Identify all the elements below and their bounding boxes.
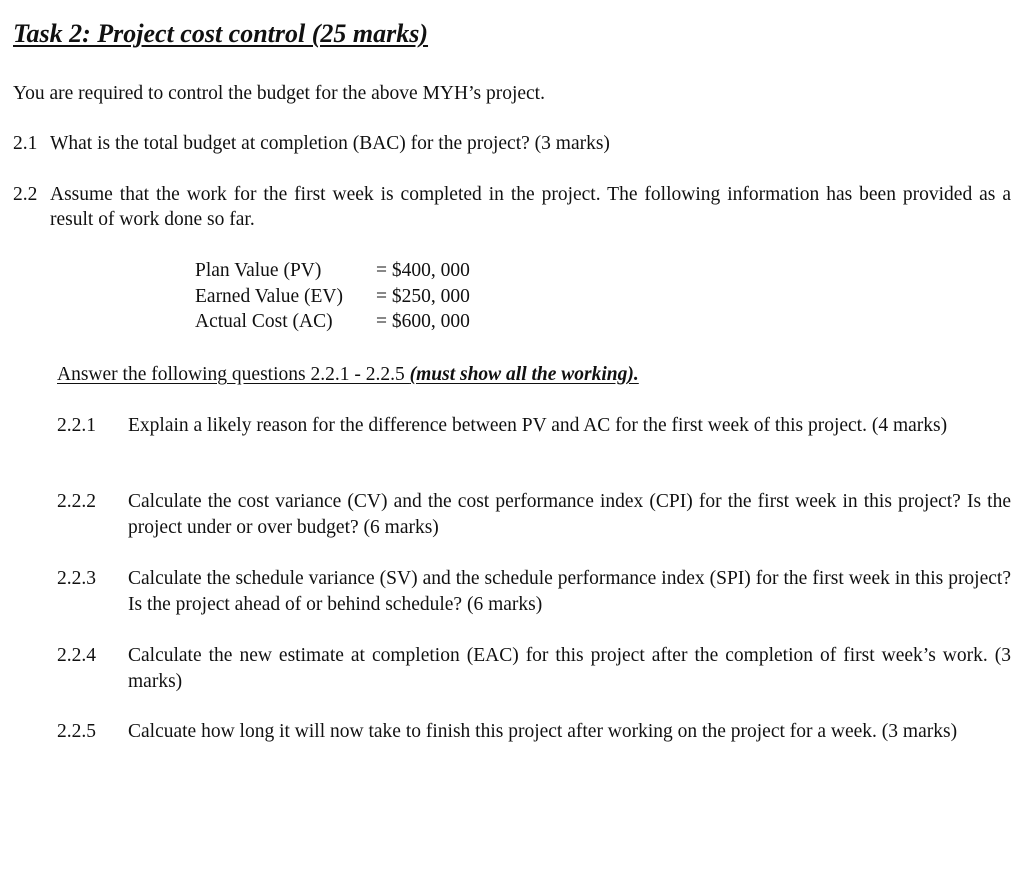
subquestion-number: 2.2.4 xyxy=(57,645,96,666)
answer-instruction xyxy=(57,362,639,387)
question-number: 2.2 xyxy=(13,184,38,205)
question-text: What is the total budget at completion (BAC) for the project? (3 marks) xyxy=(50,133,610,154)
subquestion-number: 2.2.5 xyxy=(57,721,96,742)
answer-instruction-text: Answer the following questions 2.2.1 - 2.2.5 xyxy=(57,364,410,385)
subquestion-2-2-2 xyxy=(57,489,1011,540)
subquestion-text: Calculate the new estimate at completion (EAC) for this project after the completion of first week’s work. (3 marks) xyxy=(128,645,1011,692)
subquestion-number: 2.2.1 xyxy=(57,415,96,436)
subquestion-number: 2.2.3 xyxy=(57,568,96,589)
question-number: 2.1 xyxy=(13,133,38,154)
intro-paragraph: You are required to control the budget for the above MYH’s project. xyxy=(13,83,545,104)
value-label: Plan Value (PV) xyxy=(195,260,322,281)
subquestion-text: Calculate the cost variance (CV) and the cost performance index (CPI) for the first week in this project? Is the project under or over budget? (6 marks) xyxy=(128,491,1011,538)
question-2-1 xyxy=(13,131,1011,156)
answer-instruction-emphasis: (must show all the working). xyxy=(409,364,639,385)
subquestion-number: 2.2.2 xyxy=(57,491,96,512)
subquestion-2-2-1 xyxy=(57,413,1011,439)
value-amount: = $400, 000 xyxy=(376,260,470,281)
subquestion-text: Calculate the schedule variance (SV) and the schedule performance index (SPI) for the first week in this project? Is the project ahead of or behind schedule? (6 marks) xyxy=(128,568,1011,615)
subquestion-text: Calcuate how long it will now take to finish this project after working on the project for a week. (3 marks) xyxy=(128,721,958,742)
task-title: Task 2: Project cost control (25 marks) xyxy=(13,19,429,48)
value-label: Earned Value (EV) xyxy=(195,285,343,307)
subquestion-2-2-5 xyxy=(57,719,1011,745)
question-2-2 xyxy=(13,182,1011,232)
value-label: Actual Cost (AC) xyxy=(195,311,333,332)
subquestion-2-2-4 xyxy=(57,643,1011,694)
subquestion-2-2-3 xyxy=(57,566,1011,617)
question-text: Assume that the work for the first week is completed in the project. The following information has been provided as a result of work done so far. xyxy=(50,184,1011,230)
value-amount: = $250, 000 xyxy=(376,285,470,307)
subquestion-text: Explain a likely reason for the difference between PV and AC for the first week of this project. (4 marks) xyxy=(128,415,948,436)
value-amount: = $600, 000 xyxy=(376,311,470,332)
